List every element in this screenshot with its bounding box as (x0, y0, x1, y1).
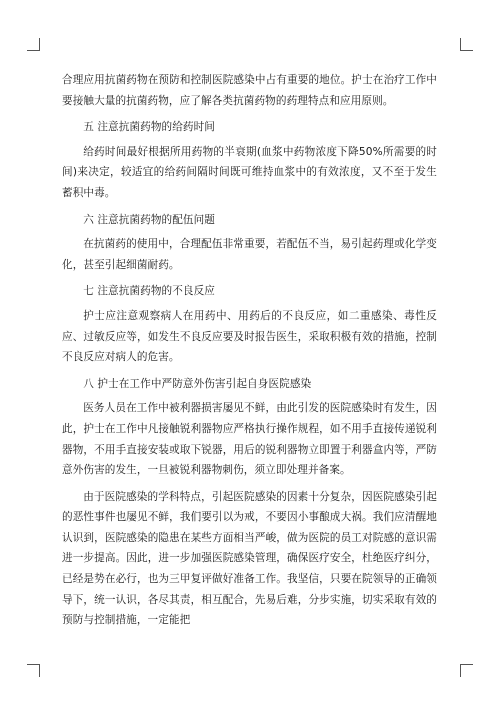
section-heading-8: 八 护士在工作中严防意外伤害引起自身医院感染 (83, 377, 312, 390)
paragraph-compatibility: 在抗菌药的使用中，合理配伍非常重要，若配伍不当，易引起药理或化学变化，甚至引起细菌耐药。 (62, 238, 437, 271)
paragraph-intro: 合理应用抗菌药物在预防和控制医院感染中占有重要的地位。护士在治疗工作中要接触大量的抗菌药物，应了解各类抗菌药物的药理特点和应用原则。 (62, 74, 437, 107)
crop-mark-bottom-left (27, 664, 40, 677)
section-heading-6: 六 注意抗菌药物的配伍问题 (83, 213, 215, 226)
document-body (62, 70, 437, 637)
section-heading-5: 五 注意抗菌药物的给药时间 (83, 121, 215, 134)
paragraph-sharps-injury: 医务人员在工作中被利器损害屡见不鲜，由此引发的医院感染时有发生，因此，护士在工作中凡接触锐利器物应严格执行操作规程，如不用手直接传递锐利器物，不用手直接安装或取下锐器，用后的锐利器物立即置于利器盒内等，严防意外伤害的发生，一旦被锐利器物刺伤，须立即处理并备案。 (62, 402, 437, 477)
crop-mark-top-left (27, 38, 40, 51)
paragraph-conclusion: 由于医院感染的学科特点，引起医院感染的因素十分复杂，因医院感染引起的恶性事件也屡见不鲜，我们要引以为戒，不要因小事酿成大祸。我们应清醒地认识到，医院感染的隐患在某些方面相当严峻，做为医院的员工对院感的意识需进一步提高。因此，进一步加强医院感染管理，确保医疗安全，杜绝医疗纠分，已经是势在必行，也为三甲复评做好准备工作。我坚信，只要在院领导的正确领导下，统一认识，各尽其责，相互配合，先易后难，分步实施，切实采取有效的预防与控制措施，一定能把 (62, 490, 437, 627)
paragraph-adverse-reactions: 护士应注意观察病人在用药中、用药后的不良反应，如二重感染、毒性反应、过敏反应等，如发生不良反应要及时报告医生，采取积极有效的措施，控制不良反应对病人的危害。 (62, 309, 437, 364)
section-heading-7: 七 注意抗菌药物的不良反应 (83, 285, 215, 298)
crop-mark-bottom-right (460, 664, 473, 677)
paragraph-dosing-time: 给药时间最好根据所用药物的半衰期(血浆中药物浓度下降50%所需要的时间)来决定，较适宜的给药间隔时间既可维持血浆中的有效浓度，又不至于发生蓄积中毒。 (62, 145, 437, 199)
crop-mark-top-right (460, 38, 473, 51)
